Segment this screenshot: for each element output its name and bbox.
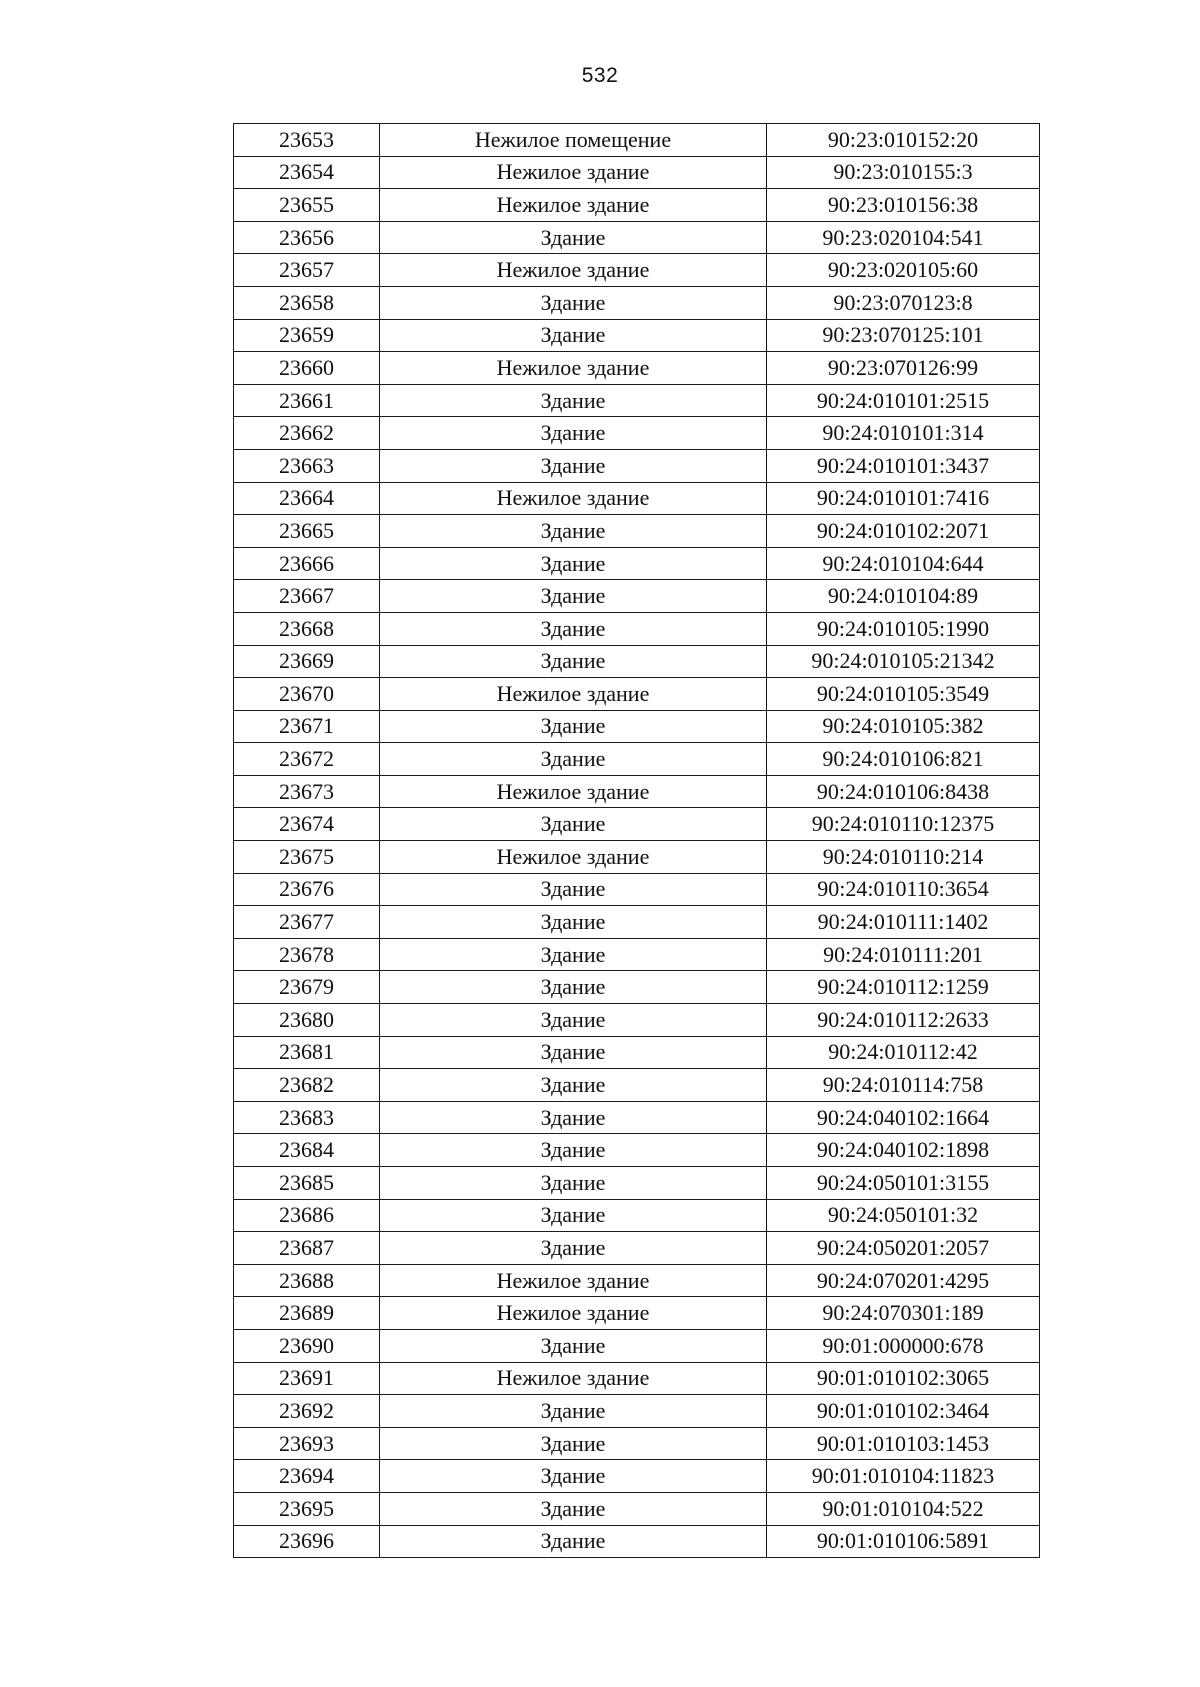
row-number-cell: 23684 [234,1134,380,1167]
cadastral-number-cell: 90:24:010105:1990 [767,612,1040,645]
cadastral-number-cell: 90:24:050101:3155 [767,1167,1040,1200]
page-number: 532 [581,64,619,87]
table-row [234,221,1040,254]
cadastral-number-cell: 90:24:010101:7416 [767,482,1040,515]
object-type-cell: Нежилое здание [380,841,767,874]
object-type-cell: Здание [380,1460,767,1493]
cadastral-number-cell: 90:24:010104:644 [767,547,1040,580]
row-number-cell: 23671 [234,710,380,743]
object-type-cell: Здание [380,873,767,906]
object-type-cell: Здание [380,1134,767,1167]
table-row [234,906,1040,939]
table-row [234,1004,1040,1037]
cadastral-number-cell: 90:24:040102:1664 [767,1101,1040,1134]
object-type-cell: Здание [380,580,767,613]
row-number-cell: 23692 [234,1395,380,1428]
object-type-cell: Здание [380,710,767,743]
table-row [234,873,1040,906]
object-type-cell: Нежилое здание [380,1297,767,1330]
object-type-cell: Нежилое здание [380,156,767,189]
cadastral-number-cell: 90:24:010105:382 [767,710,1040,743]
object-type-cell: Здание [380,319,767,352]
table-row [234,124,1040,157]
object-type-cell: Здание [380,1427,767,1460]
table-row [234,1297,1040,1330]
cadastral-number-cell: 90:23:010155:3 [767,156,1040,189]
object-type-cell: Здание [380,938,767,971]
row-number-cell: 23667 [234,580,380,613]
table-row [234,1460,1040,1493]
object-type-cell: Нежилое здание [380,1362,767,1395]
cadastral-number-cell: 90:24:050201:2057 [767,1232,1040,1265]
cadastral-number-cell: 90:01:010104:11823 [767,1460,1040,1493]
row-number-cell: 23687 [234,1232,380,1265]
row-number-cell: 23688 [234,1264,380,1297]
object-type-cell: Нежилое здание [380,482,767,515]
object-type-cell: Здание [380,971,767,1004]
object-type-cell: Нежилое здание [380,775,767,808]
object-type-cell: Здание [380,906,767,939]
object-type-cell: Здание [380,1395,767,1428]
table-row [234,678,1040,711]
row-number-cell: 23689 [234,1297,380,1330]
object-type-cell: Здание [380,515,767,548]
table-row [234,319,1040,352]
table-row [234,1329,1040,1362]
row-number-cell: 23660 [234,352,380,385]
row-number-cell: 23685 [234,1167,380,1200]
object-type-cell: Нежилое здание [380,678,767,711]
row-number-cell: 23654 [234,156,380,189]
row-number-cell: 23669 [234,645,380,678]
cadastral-number-cell: 90:24:010101:314 [767,417,1040,450]
row-number-cell: 23680 [234,1004,380,1037]
cadastral-number-cell: 90:24:010106:8438 [767,775,1040,808]
table-row [234,482,1040,515]
table-row [234,1232,1040,1265]
cadastral-number-cell: 90:23:020105:60 [767,254,1040,287]
object-type-cell: Здание [380,221,767,254]
row-number-cell: 23686 [234,1199,380,1232]
table-row [234,1427,1040,1460]
table-row [234,352,1040,385]
row-number-cell: 23653 [234,124,380,157]
row-number-cell: 23675 [234,841,380,874]
cadastral-number-cell: 90:24:010112:2633 [767,1004,1040,1037]
object-type-cell: Здание [380,1329,767,1362]
object-type-cell: Здание [380,645,767,678]
table-row [234,1525,1040,1558]
cadastral-number-cell: 90:24:040102:1898 [767,1134,1040,1167]
cadastral-number-cell: 90:24:010110:12375 [767,808,1040,841]
row-number-cell: 23661 [234,384,380,417]
object-type-cell: Здание [380,1199,767,1232]
cadastral-number-cell: 90:01:010102:3464 [767,1395,1040,1428]
row-number-cell: 23679 [234,971,380,1004]
table-row [234,515,1040,548]
object-type-cell: Здание [380,612,767,645]
row-number-cell: 23656 [234,221,380,254]
object-type-cell: Здание [380,417,767,450]
cadastral-number-cell: 90:24:010105:21342 [767,645,1040,678]
object-type-cell: Здание [380,1069,767,1102]
object-type-cell: Нежилое здание [380,254,767,287]
table-row [234,580,1040,613]
cadastral-number-cell: 90:24:010110:214 [767,841,1040,874]
row-number-cell: 23674 [234,808,380,841]
object-type-cell: Нежилое помещение [380,124,767,157]
cadastral-number-cell: 90:01:000000:678 [767,1329,1040,1362]
object-type-cell: Нежилое здание [380,1264,767,1297]
cadastral-number-cell: 90:24:010112:42 [767,1036,1040,1069]
object-type-cell: Здание [380,1167,767,1200]
row-number-cell: 23695 [234,1492,380,1525]
cadastral-number-cell: 90:24:070201:4295 [767,1264,1040,1297]
row-number-cell: 23658 [234,286,380,319]
row-number-cell: 23668 [234,612,380,645]
cadastral-number-cell: 90:24:050101:32 [767,1199,1040,1232]
table-row [234,1101,1040,1134]
object-type-cell: Здание [380,808,767,841]
table-row [234,449,1040,482]
object-type-cell: Нежилое здание [380,352,767,385]
table-row [234,1134,1040,1167]
row-number-cell: 23662 [234,417,380,450]
row-number-cell: 23655 [234,189,380,222]
object-type-cell: Здание [380,384,767,417]
cadastral-number-cell: 90:24:010111:1402 [767,906,1040,939]
object-type-cell: Здание [380,1492,767,1525]
object-type-cell: Здание [380,286,767,319]
table-row [234,1199,1040,1232]
table-row [234,841,1040,874]
row-number-cell: 23673 [234,775,380,808]
table-row [234,612,1040,645]
table-row [234,645,1040,678]
table-row [234,1362,1040,1395]
row-number-cell: 23666 [234,547,380,580]
table-row [234,775,1040,808]
table-row [234,254,1040,287]
cadastral-number-cell: 90:24:070301:189 [767,1297,1040,1330]
object-type-cell: Здание [380,547,767,580]
row-number-cell: 23681 [234,1036,380,1069]
object-type-cell: Здание [380,743,767,776]
cadastral-number-cell: 90:24:010114:758 [767,1069,1040,1102]
object-type-cell: Здание [380,1004,767,1037]
table-row [234,971,1040,1004]
row-number-cell: 23693 [234,1427,380,1460]
row-number-cell: 23696 [234,1525,380,1558]
table-row [234,1492,1040,1525]
cadastral-number-cell: 90:23:010156:38 [767,189,1040,222]
table-row [234,286,1040,319]
row-number-cell: 23691 [234,1362,380,1395]
cadastral-number-cell: 90:24:010110:3654 [767,873,1040,906]
object-type-cell: Здание [380,1525,767,1558]
cadastral-number-cell: 90:24:010102:2071 [767,515,1040,548]
object-type-cell: Здание [380,1232,767,1265]
row-number-cell: 23676 [234,873,380,906]
cadastral-number-cell: 90:23:010152:20 [767,124,1040,157]
cadastral-number-cell: 90:23:020104:541 [767,221,1040,254]
table-row [234,1167,1040,1200]
table-row [234,1036,1040,1069]
table-row [234,808,1040,841]
cadastral-number-cell: 90:01:010103:1453 [767,1427,1040,1460]
table-row [234,1395,1040,1428]
row-number-cell: 23694 [234,1460,380,1493]
cadastral-number-cell: 90:23:070126:99 [767,352,1040,385]
object-type-cell: Здание [380,449,767,482]
cadastral-number-cell: 90:23:070123:8 [767,286,1040,319]
cadastral-number-cell: 90:01:010102:3065 [767,1362,1040,1395]
cadastral-number-cell: 90:24:010111:201 [767,938,1040,971]
table-row [234,938,1040,971]
cadastral-number-cell: 90:01:010104:522 [767,1492,1040,1525]
table-row [234,1264,1040,1297]
table-row [234,547,1040,580]
row-number-cell: 23664 [234,482,380,515]
row-number-cell: 23682 [234,1069,380,1102]
cadastral-number-cell: 90:24:010105:3549 [767,678,1040,711]
table-row [234,156,1040,189]
row-number-cell: 23690 [234,1329,380,1362]
object-type-cell: Здание [380,1036,767,1069]
row-number-cell: 23663 [234,449,380,482]
cadastral-number-cell: 90:24:010106:821 [767,743,1040,776]
table-row [234,710,1040,743]
row-number-cell: 23659 [234,319,380,352]
table-row [234,384,1040,417]
table-row [234,417,1040,450]
object-type-cell: Здание [380,1101,767,1134]
cadastral-number-cell: 90:24:010104:89 [767,580,1040,613]
row-number-cell: 23670 [234,678,380,711]
table-row [234,1069,1040,1102]
cadastral-number-cell: 90:24:010101:3437 [767,449,1040,482]
row-number-cell: 23678 [234,938,380,971]
row-number-cell: 23677 [234,906,380,939]
table-row [234,743,1040,776]
cadastral-number-cell: 90:24:010112:1259 [767,971,1040,1004]
row-number-cell: 23657 [234,254,380,287]
cadastral-number-cell: 90:24:010101:2515 [767,384,1040,417]
table-body [234,124,1040,1558]
property-registry-table [233,123,1040,1558]
table-row [234,189,1040,222]
row-number-cell: 23665 [234,515,380,548]
cadastral-number-cell: 90:01:010106:5891 [767,1525,1040,1558]
row-number-cell: 23672 [234,743,380,776]
cadastral-number-cell: 90:23:070125:101 [767,319,1040,352]
row-number-cell: 23683 [234,1101,380,1134]
object-type-cell: Нежилое здание [380,189,767,222]
